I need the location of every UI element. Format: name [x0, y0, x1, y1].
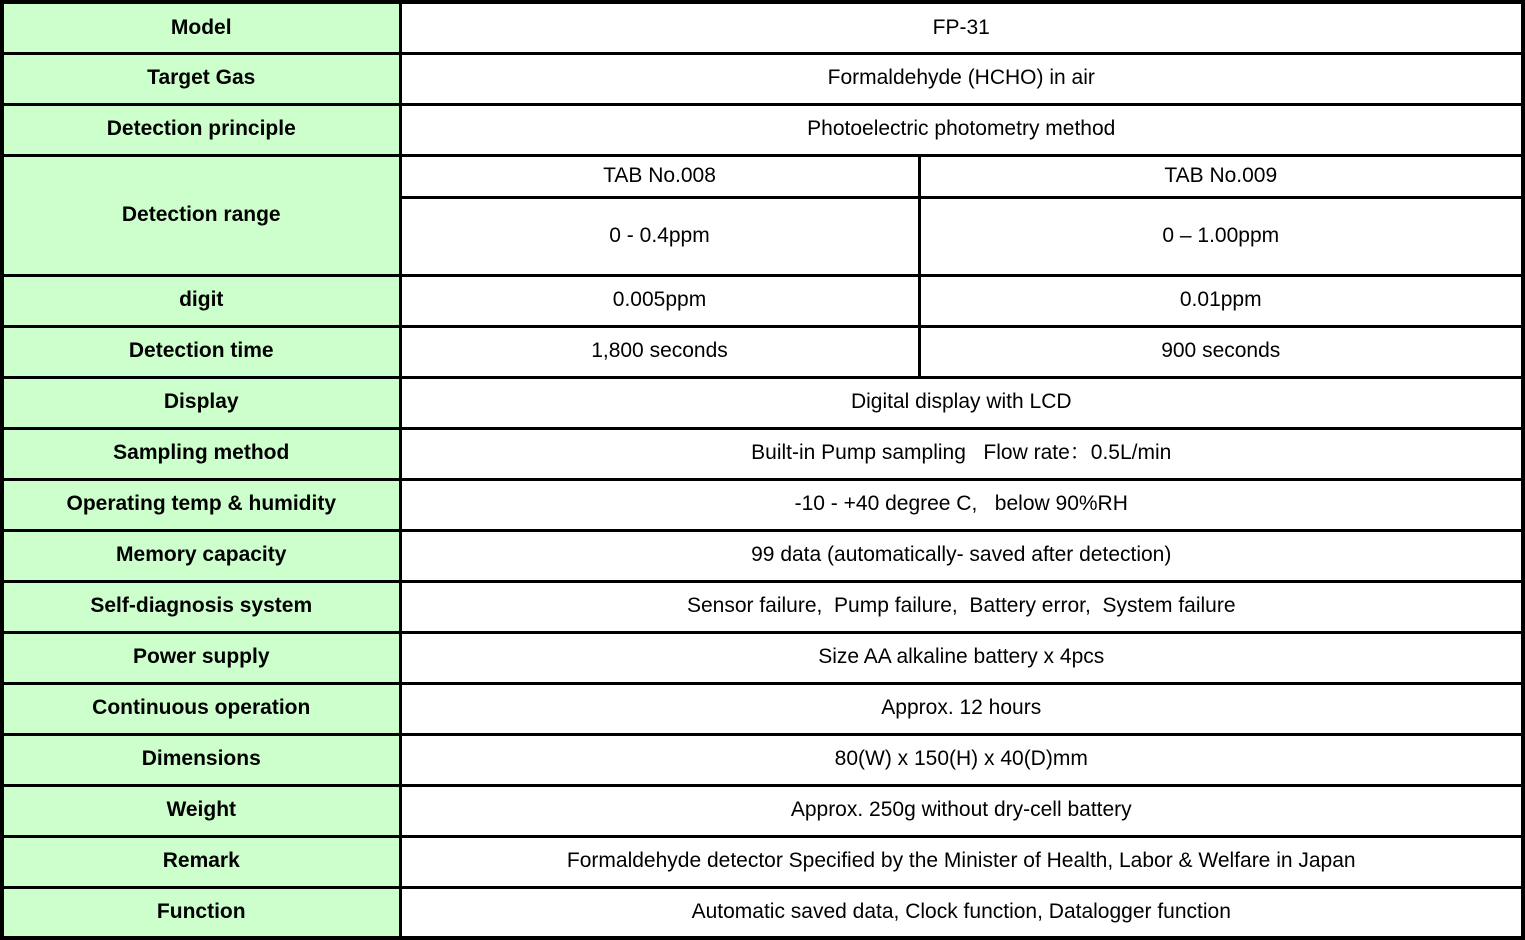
cell-tab-left: TAB No.008 [400, 155, 919, 197]
cell-digit-left: 0.005ppm [400, 275, 919, 326]
table-row-model [2, 2, 1523, 53]
table-row-continuous-operation [2, 683, 1523, 734]
cell-memory-capacity-value: 99 data (automatically- saved after detection) [400, 530, 1523, 581]
cell-detection-time-left: 1,800 seconds [400, 326, 919, 377]
table-row-remark [2, 836, 1523, 887]
row-label-model: Model [2, 2, 400, 53]
row-label-memory-capacity: Memory capacity [2, 530, 400, 581]
row-label-detection-range: Detection range [2, 155, 400, 275]
cell-range-right: 0 – 1.00ppm [919, 197, 1523, 275]
table-row-dimensions [2, 734, 1523, 785]
row-label-weight: Weight [2, 785, 400, 836]
table-row-memory-capacity [2, 530, 1523, 581]
row-label-remark: Remark [2, 836, 400, 887]
cell-digit-right: 0.01ppm [919, 275, 1523, 326]
row-label-target-gas: Target Gas [2, 53, 400, 104]
table-row-digit [2, 275, 1523, 326]
cell-model-value: FP-31 [400, 2, 1523, 53]
table-row-display [2, 377, 1523, 428]
table-row-detection-time [2, 326, 1523, 377]
cell-detection-time-right: 900 seconds [919, 326, 1523, 377]
row-label-self-diagnosis: Self-diagnosis system [2, 581, 400, 632]
table-row-target-gas [2, 53, 1523, 104]
row-label-digit: digit [2, 275, 400, 326]
table-row-function [2, 887, 1523, 938]
cell-tab-right: TAB No.009 [919, 155, 1523, 197]
cell-display-value: Digital display with LCD [400, 377, 1523, 428]
table-row-sampling-method [2, 428, 1523, 479]
table-row-detection-principle [2, 104, 1523, 155]
cell-detection-principle-value: Photoelectric photometry method [400, 104, 1523, 155]
cell-range-left: 0 - 0.4ppm [400, 197, 919, 275]
cell-operating-temp-humidity-value: -10 - +40 degree C, below 90%RH [400, 479, 1523, 530]
cell-target-gas-value: Formaldehyde (HCHO) in air [400, 53, 1523, 104]
row-label-sampling-method: Sampling method [2, 428, 400, 479]
cell-self-diagnosis-value: Sensor failure, Pump failure, Battery error, System failure [400, 581, 1523, 632]
row-label-power-supply: Power supply [2, 632, 400, 683]
table-row-power-supply [2, 632, 1523, 683]
row-label-operating-temp-humidity: Operating temp & humidity [2, 479, 400, 530]
row-label-continuous-operation: Continuous operation [2, 683, 400, 734]
row-label-detection-principle: Detection principle [2, 104, 400, 155]
cell-remark-value: Formaldehyde detector Specified by the Minister of Health, Labor & Welfare in Japan [400, 836, 1523, 887]
cell-power-supply-value: Size AA alkaline battery x 4pcs [400, 632, 1523, 683]
row-label-dimensions: Dimensions [2, 734, 400, 785]
cell-continuous-operation-value: Approx. 12 hours [400, 683, 1523, 734]
table-row-operating-temp-humidity [2, 479, 1523, 530]
cell-weight-value: Approx. 250g without dry-cell battery [400, 785, 1523, 836]
row-label-function: Function [2, 887, 400, 938]
table-row-tab-numbers [2, 155, 1523, 197]
cell-dimensions-value: 80(W) x 150(H) x 40(D)mm [400, 734, 1523, 785]
row-label-display: Display [2, 377, 400, 428]
cell-function-value: Automatic saved data, Clock function, Datalogger function [400, 887, 1523, 938]
row-label-detection-time: Detection time [2, 326, 400, 377]
table-row-weight [2, 785, 1523, 836]
table-row-self-diagnosis [2, 581, 1523, 632]
cell-sampling-method-value: Built-in Pump sampling Flow rate：0.5L/min [400, 428, 1523, 479]
